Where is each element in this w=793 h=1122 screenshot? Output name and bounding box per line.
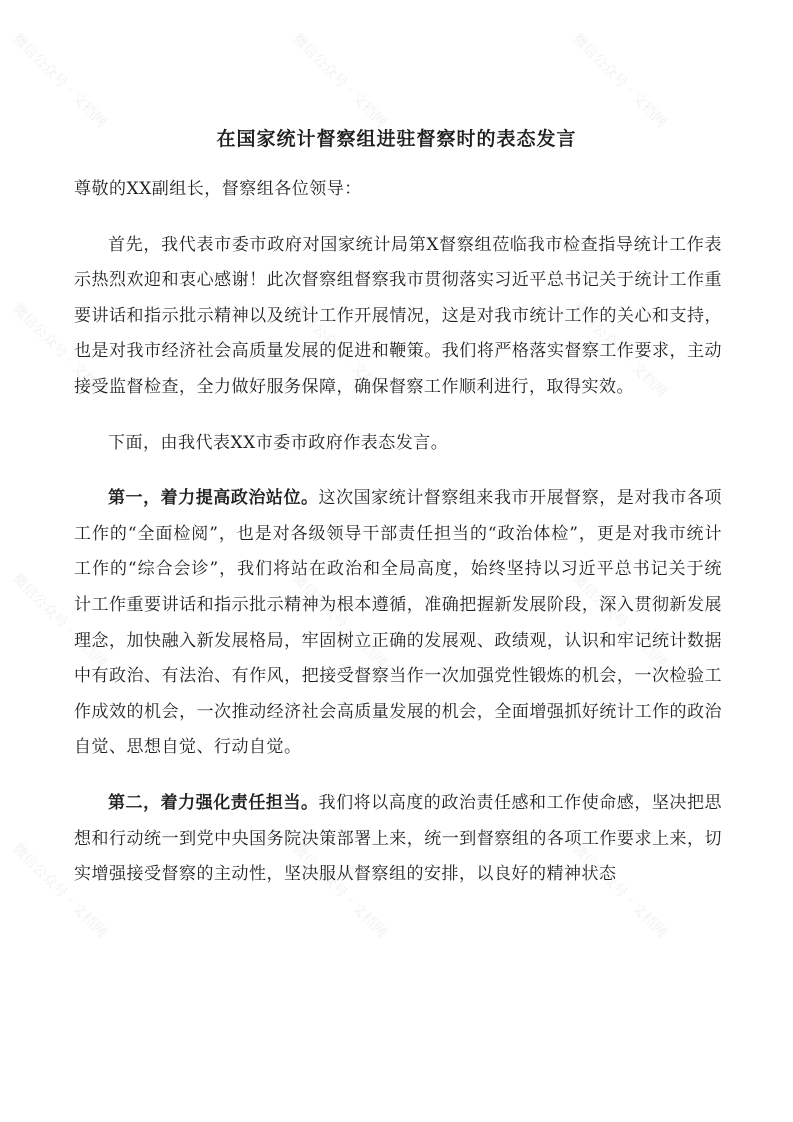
section-1-heading: 第一，着力提高政治站位。 (108, 488, 319, 509)
watermark-text: 微信公众号 · 文档网 (9, 30, 110, 131)
greeting: 尊敬的XX副组长，督察组各位领导： (74, 179, 362, 199)
document-body (74, 172, 722, 913)
watermark-text: 微信公众号 · 文档网 (289, 300, 390, 401)
section-2-heading: 第二，着力强化责任担当。 (108, 792, 319, 813)
section-2 (74, 786, 722, 893)
watermark-text: 微信公众号 · 文档网 (289, 30, 390, 131)
watermark-text: 微信公众号 · 文档网 (569, 30, 670, 131)
watermark-text: 微信公众号 · 文档网 (289, 840, 390, 941)
paragraph-intro: 下面，由我代表XX市委市政府作表态发言。 (108, 432, 449, 453)
section-2-body: 我们将以高度的政治责任感和工作使命感，坚决把思想和行动统一到党中央国务院决策部署上来，统一到督察组的各项工作要求上来，切实增强接受督察的主动性，坚决服从督察组的安排，以良好的精神状态 (74, 792, 723, 885)
watermark-text: 微信公众号 · 文档网 (9, 840, 110, 941)
document-title: 在国家统计督察组进驻督察时的表态发言 (216, 128, 577, 150)
section-1-body: 这次国家统计督察组来我市开展督察，是对我市各项工作的“全面检阅”，也是对各级领导干部责任担当的“政治体检”，更是对我市统计工作的“综合会诊”，我们将站在政治和全局高度，始终坚持以习近平总书记关于统计工作重要讲话和指示批示精神为根本遵循，准确把握新发展阶段，深入贯彻新发展理念，加快融入新发展格局，牢固树立正确的发展观、政绩观，认识和牢记统计数据中有政治、有法治、有作风，把接受督察当作一次加强党性锻炼的机会，一次检验工作成效的机会，一次推动经济社会高质量发展的机会，全面增强抓好统计工作的政治自觉、思想自觉、行动自觉。 (74, 488, 723, 758)
watermark-text: 微信公众号 · 文档网 (569, 300, 670, 401)
section-1 (74, 481, 722, 766)
watermark-text: 微信公众号 · 文档网 (289, 570, 390, 671)
watermark-text: 微信公众号 · 文档网 (9, 300, 110, 401)
paragraph-opening: 首先，我代表市委市政府对国家统计局第X督察组莅临我市检查指导统计工作表示热烈欢迎和衷心感谢！此次督察组督察我市贯彻落实习近平总书记关于统计工作重要讲话和指示批示精神以及统计工作开展情况，这是对我市统计工作的关心和支持，也是对我市经济社会高质量发展的促进和鞭策。我们将严格落实督察工作要求，主动接受监督检查，全力做好服务保障，确保督察工作顺利进行，取得实效。 (74, 234, 722, 397)
watermark-text: 微信公众号 · 文档网 (569, 570, 670, 671)
watermark-text: 微信公众号 · 文档网 (9, 570, 110, 671)
watermark-text: 微信公众号 · 文档网 (569, 840, 670, 941)
